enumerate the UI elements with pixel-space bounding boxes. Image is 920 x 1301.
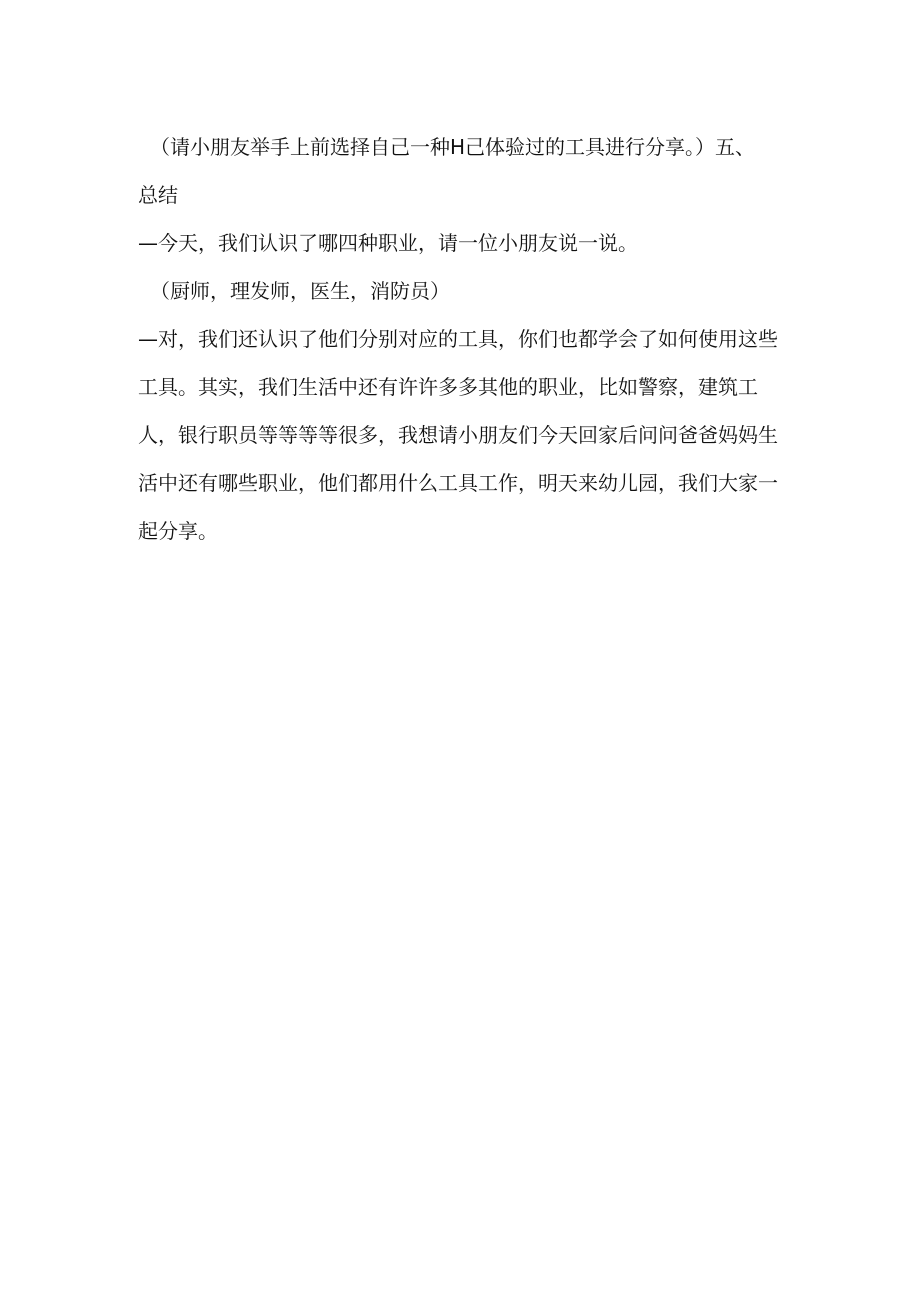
- text-line-summary-heading: 总结: [138, 183, 178, 207]
- text-line-paragraph-4: 活中还有哪些职业，他们都用什么工具工作，明天来幼儿园，我们大家一: [138, 471, 778, 495]
- text-line-paragraph-3: 人，银行职员等等等等很多，我想请小朋友们今天回家后问问爸爸妈妈生: [138, 423, 778, 447]
- text-line-question: —今天，我们认识了哪四种职业，请一位小朋友说一说。: [138, 231, 638, 255]
- text-line-share-instruction: （请小朋友举手上前选择自己一种H己体验过的工具进行分享。）五、: [150, 135, 756, 159]
- text-line-answer: （厨师，理发师，医生，消防员）: [150, 279, 450, 303]
- text-line-paragraph-2: 工具。其实，我们生活中还有许许多多其他的职业，比如警察，建筑工: [138, 375, 758, 399]
- text-line-paragraph-1: —对，我们还认识了他们分别对应的工具，你们也都学会了如何使用这些: [138, 327, 778, 351]
- text-line-paragraph-5: 起分享。: [138, 519, 218, 543]
